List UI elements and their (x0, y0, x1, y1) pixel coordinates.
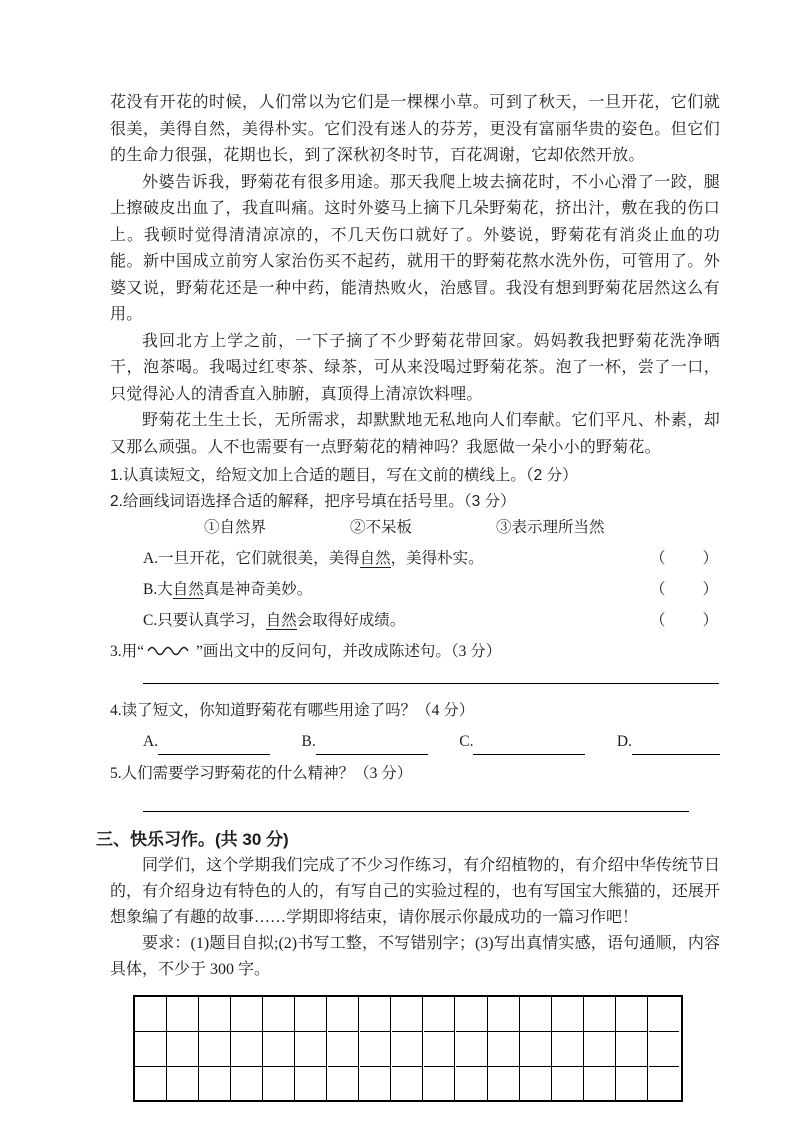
grid-cell (167, 1067, 199, 1101)
blank-underline (473, 737, 585, 755)
underlined-word: 自然 (359, 550, 391, 567)
passage-paragraph: 外婆告诉我，野菊花有很多用途。那天我爬上坡去摘花时，不小心滑了一跤，腿上擦破皮出血了，我直叫痛。这时外婆马上摘下几朵野菊花，挤出汁，敷在我的伤口上。我顿时觉得清清凉凉的，不几天伤口就好了。外婆说，野菊花有消炎止血的功能。新中国成立前穷人家治伤买不起药，就用干的野菊花熬水洗外伤，可管用了。外婆又说，野菊花还是一种中药，能清热败火，治感冒。我没有想到野菊花居然这么有用。 (110, 173, 720, 323)
blank-a: A. (143, 729, 270, 755)
grid-cell (295, 1032, 327, 1067)
underlined-word: 自然 (172, 581, 204, 598)
grid-cell (456, 1067, 488, 1101)
grid-cell (520, 997, 552, 1032)
writing-intro: 同学们，这个学期我们完成了不少习作练习，有介绍植物的，有介绍中华传统节日的，有介绍身边有特色的人的，有写自己的实验过程的，也有写国宝大熊猫的，还展开想象编了有趣的故事……学期即将结束，请你展示你最成功的一篇习作吧！ (110, 857, 720, 927)
question-2-stem: 2.给画线词语选择合适的解释，把序号填在括号里。（3 分） (110, 493, 516, 510)
grid-cell (616, 1032, 648, 1067)
grid-cell (167, 1032, 199, 1067)
choice-3: ③表示理所当然 (496, 519, 605, 536)
grid-cell (392, 1067, 424, 1101)
underlined-word: 自然 (265, 612, 297, 629)
grid-cell (135, 997, 167, 1032)
grid-cell (520, 1032, 552, 1067)
section-heading: 三、快乐习作。(共 30 分) (96, 830, 289, 850)
question-2-choices (204, 515, 720, 541)
grid-cell (263, 1067, 295, 1101)
grid-cell (424, 1067, 456, 1101)
reading-passage (110, 90, 720, 461)
grid-cell (520, 1067, 552, 1101)
grid-cell (135, 1067, 167, 1101)
writing-requirements: 要求：(1)题目自拟;(2)书写工整，不写错别字；(3)写出真情实感，语句通顺，内容具体，不少于 300 字。 (110, 935, 720, 979)
passage-paragraph: 我回北方上学之前，一下子摘了不少野菊花带回家。妈妈教我把野菊花洗净晒干，泡茶喝。我喝过红枣茶、绿茶，可从来没喝过野菊花茶。泡了一杯，尝了一口，只觉得沁人的清香直入肺腑，真顶得上清凉饮料哩。 (110, 332, 720, 403)
grid-cell (424, 1032, 456, 1067)
grid-cell (231, 997, 263, 1032)
grid-cell (263, 1032, 295, 1067)
grid-cell (167, 997, 199, 1032)
question-2-item-c (143, 608, 720, 634)
question-4-blanks (143, 729, 720, 755)
item-text: A.一旦开花，它们就很美，美得自然，美得朴实。 (143, 550, 484, 567)
grid-cell (488, 1032, 520, 1067)
writing-section (96, 826, 720, 1102)
answer-blank-line (143, 811, 689, 812)
grid-cell (649, 997, 680, 1032)
grid-cell (488, 997, 520, 1032)
grid-cell (584, 997, 616, 1032)
answer-parentheses: （ ） (649, 581, 720, 598)
grid-cell (199, 997, 231, 1032)
question-2-item-a (143, 546, 720, 572)
page-content (96, 0, 720, 1102)
question-1: 1.认真读短文，给短文加上合适的题目，写在文前的横线上。（2 分） (110, 467, 578, 484)
grid-cell (488, 1067, 520, 1101)
answer-blank-line (143, 683, 719, 684)
grid-cell (584, 1067, 616, 1101)
grid-cell (295, 997, 327, 1032)
question-5: 5.人们需要学习野菊花的什么精神？（3 分） (110, 765, 413, 783)
grid-cell (392, 997, 424, 1032)
grid-cell (424, 997, 456, 1032)
grid-cell (135, 1032, 167, 1067)
blank-b: B. (302, 729, 428, 755)
answer-parentheses: （ ） (649, 550, 720, 567)
grid-cell (199, 1067, 231, 1101)
grid-cell (616, 1067, 648, 1101)
blank-c: C. (459, 729, 585, 755)
choice-1: ①自然界 (204, 519, 267, 536)
choice-2: ②不呆板 (350, 519, 413, 536)
grid-cell (552, 1067, 584, 1101)
grid-cell (295, 1067, 327, 1101)
grid-cell (263, 997, 295, 1032)
grid-cell (392, 1032, 424, 1067)
grid-cell (360, 997, 392, 1032)
answer-parentheses: （ ） (649, 612, 720, 629)
grid-cell (328, 1032, 360, 1067)
grid-cell (231, 1067, 263, 1101)
question-2-item-b (143, 577, 720, 603)
grid-cell (328, 1067, 360, 1101)
wavy-line-symbol (146, 639, 194, 665)
grid-cell (360, 1067, 392, 1101)
grid-cell (649, 1067, 680, 1101)
question-4-stem: 4.读了短文，你知道野菊花有哪些用途了吗？（4 分） (110, 702, 475, 720)
blank-d: D. (617, 729, 720, 755)
grid-cell (199, 1032, 231, 1067)
blank-underline (158, 737, 270, 755)
grid-cell (649, 1032, 680, 1067)
item-text: C.只要认真学习，自然会取得好成绩。 (143, 612, 406, 629)
grid-cell (552, 1032, 584, 1067)
composition-grid (133, 995, 683, 1102)
grid-cell (360, 1032, 392, 1067)
passage-paragraph: 野菊花土生土长，无所需求，却默默地无私地向人们奉献。它们平凡、朴素，却又那么顽强。人不也需要有一点野菊花的精神吗？我愿做一朵小小的野菊花。 (110, 412, 720, 456)
grid-cell (584, 1032, 616, 1067)
blank-underline (316, 737, 428, 755)
passage-paragraph: 花没有开花的时候，人们常以为它们是一棵棵小草。可到了秋天，一旦开花，它们就很美，美得自然，美得朴实。它们没有迷人的芬芳，更没有富丽华贵的姿色。但它们的生命力很强，花期也长，到了深秋初冬时节，百花凋谢，它却依然开放。 (110, 94, 720, 164)
grid-cell (552, 997, 584, 1032)
question-3: 3.用“ ”画出文中的反问句，并改成陈述句。（3 分） (110, 639, 720, 665)
grid-cell (328, 997, 360, 1032)
grid-cell (456, 997, 488, 1032)
blank-underline (632, 737, 720, 755)
item-text: B.大自然真是神奇美妙。 (143, 581, 313, 598)
grid-cell (616, 997, 648, 1032)
grid-cell (456, 1032, 488, 1067)
grid-cell (231, 1032, 263, 1067)
